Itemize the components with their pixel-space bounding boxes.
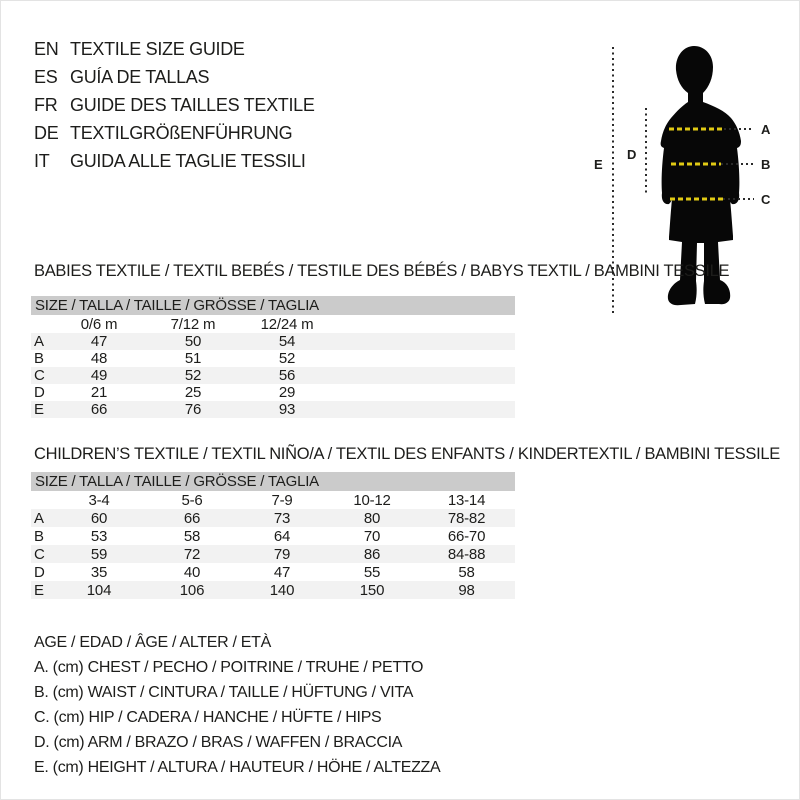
cell: 25 (184, 384, 202, 401)
row-label: B (34, 527, 44, 545)
table-row (31, 384, 515, 401)
row-label: D (34, 563, 45, 581)
cell: 150 (326, 581, 418, 599)
cell: 78-82 (418, 509, 515, 527)
column-header: 10-12 (353, 491, 391, 509)
size-bar-label: SIZE / TALLA / TAILLE / GRÖSSE / TAGLIA (31, 296, 515, 315)
row-label: A (31, 509, 52, 527)
marker-d-label: D (627, 147, 637, 162)
cell: 140 (238, 581, 326, 599)
legend-arm: D. (cm) ARM / BRAZO / BRAS / WAFFEN / BRACCIA (34, 734, 403, 751)
cell: 66-70 (447, 527, 486, 545)
table-row (31, 563, 515, 581)
babies-size-bar (31, 296, 515, 315)
row-label: B (34, 350, 44, 367)
column-header: 12/24 m (260, 315, 314, 333)
children-column-headers (31, 491, 515, 509)
table-row (31, 509, 515, 527)
cell: 76 (146, 401, 240, 418)
row-label: A (31, 333, 52, 350)
cell: 53 (90, 527, 108, 545)
cell: 73 (238, 509, 326, 527)
row-label: E (31, 401, 52, 418)
column-header: 0/6 m (80, 315, 118, 333)
lang-title: GUÍA DE TALLAS (70, 66, 210, 87)
legend-hip: C. (cm) HIP / CADERA / HANCHE / HÜFTE / HIPS (34, 709, 382, 726)
cell: 93 (240, 401, 334, 418)
cell: 64 (273, 527, 291, 545)
language-title-list (34, 35, 315, 175)
measurement-legend (34, 630, 440, 780)
column-header: 7/12 m (170, 315, 216, 333)
cell: 21 (90, 384, 108, 401)
cell: 60 (52, 509, 146, 527)
cell: 49 (52, 367, 146, 384)
cell: 50 (146, 333, 240, 350)
table-row (31, 367, 515, 384)
cell: 58 (458, 563, 475, 581)
cell: 58 (183, 527, 201, 545)
cell: 98 (418, 581, 515, 599)
row-label: C (31, 367, 52, 384)
cell: 66 (52, 401, 146, 418)
cell: 47 (273, 563, 291, 581)
cell: 86 (326, 545, 418, 563)
babies-section-title: BABIES TEXTILE / TEXTIL BEBÉS / TESTILE DES BÉBÉS / BABYS TEXTIL / BAMBINI TESSILE (34, 262, 730, 280)
lang-row-de (34, 119, 315, 147)
cell: 51 (184, 350, 202, 367)
cell: 72 (146, 545, 238, 563)
size-bar-label: SIZE / TALLA / TAILLE / GRÖSSE / TAGLIA (31, 472, 515, 491)
cell: 104 (52, 581, 146, 599)
cell: 84-88 (418, 545, 515, 563)
table-row (31, 545, 515, 563)
row-label: D (34, 384, 45, 401)
cell: 56 (240, 367, 334, 384)
lang-row-fr (34, 91, 315, 119)
legend-waist: B. (cm) WAIST / CINTURA / TAILLE / HÜFTUNG / VITA (34, 684, 414, 701)
lang-code: DE (34, 122, 59, 143)
cell: 52 (278, 350, 296, 367)
lang-code: ES (34, 66, 58, 87)
legend-height: E. (cm) HEIGHT / ALTURA / HAUTEUR / HÖHE / ALTEZZA (34, 759, 441, 776)
lang-title: GUIDA ALLE TAGLIE TESSILI (70, 150, 306, 171)
legend-age: AGE / EDAD / ÂGE / ALTER / ETÀ (34, 634, 271, 651)
column-header: 7-9 (271, 491, 293, 509)
cell: 47 (52, 333, 146, 350)
cell: 80 (326, 509, 418, 527)
cell: 35 (90, 563, 108, 581)
marker-c-label: C (761, 192, 771, 207)
table-row (31, 350, 515, 367)
lang-code: IT (34, 150, 50, 171)
children-section-title: CHILDREN’S TEXTILE / TEXTIL NIÑO/A / TEXTIL DES ENFANTS / KINDERTEXTIL / BAMBINI TESSILE (34, 445, 780, 463)
column-header: 5-6 (181, 491, 203, 509)
babies-size-table (31, 296, 515, 418)
cell: 52 (146, 367, 240, 384)
cell: 70 (363, 527, 381, 545)
column-header: 13-14 (447, 491, 486, 509)
children-size-bar (31, 472, 515, 491)
lang-row-en (34, 35, 315, 63)
cell: 29 (278, 384, 296, 401)
cell: 55 (363, 563, 381, 581)
lang-code: EN (34, 38, 59, 59)
babies-column-headers (31, 315, 515, 333)
marker-e-label: E (594, 157, 603, 172)
cell: 54 (240, 333, 334, 350)
row-label: E (31, 581, 52, 599)
cell: 59 (52, 545, 146, 563)
table-row (31, 333, 515, 350)
cell: 66 (146, 509, 238, 527)
table-row (31, 527, 515, 545)
children-size-table (31, 472, 515, 599)
lang-row-it (34, 147, 315, 175)
column-header: 3-4 (88, 491, 110, 509)
cell: 106 (146, 581, 238, 599)
lang-row-es (34, 63, 315, 91)
row-label: C (31, 545, 52, 563)
cell: 79 (238, 545, 326, 563)
table-row (31, 401, 515, 418)
marker-b-label: B (761, 157, 771, 172)
legend-chest: A. (cm) CHEST / PECHO / POITRINE / TRUHE / PETTO (34, 659, 424, 676)
cell: 48 (90, 350, 108, 367)
marker-a-label: A (761, 122, 771, 137)
lang-code: FR (34, 94, 58, 115)
table-row (31, 581, 515, 599)
lang-title: GUIDE DES TAILLES TEXTILE (70, 94, 315, 115)
lang-title: TEXTILE SIZE GUIDE (70, 38, 245, 59)
cell: 40 (183, 563, 201, 581)
lang-title: TEXTILGRÖßENFÜHRUNG (70, 122, 293, 143)
